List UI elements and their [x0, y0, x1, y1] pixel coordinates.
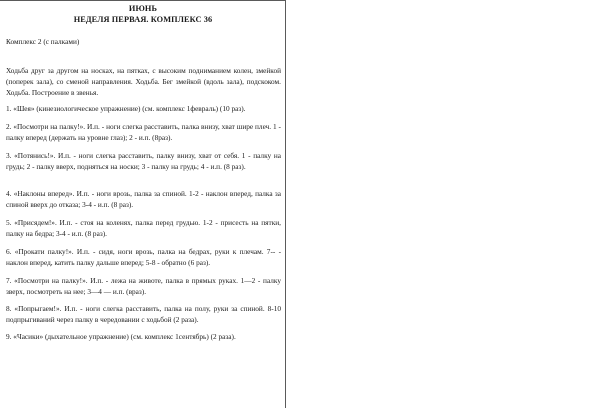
exercise-item: 9. «Часики» (дыхательное упражнение) (см. комплекс 1сентябрь) (2 раза). [6, 332, 236, 341]
exercise-item: 5. «Присядем!». И.п. - стоя на коленях, палка перед грудью. 1-2 - присесть на пятки, палку на бедра; 3-4 - и.п. (8 раз). [6, 218, 281, 238]
exercise-item: 8. «Попрыгаем!». И.п. - ноги слегка расставить, палка на полу, руки за спиной. 8-10 подпрыгиваний через палку в чередовании с ходьбой (2 раза). [6, 304, 281, 324]
exercise-item: 2. «Посмотри на палку!». И.п. - ноги слегка расставить, палка внизу, хват шире плеч. 1 - палку вперед (держать на уровне глаз); 2 - и.п. (8раз). [6, 122, 281, 142]
document-page [0, 0, 286, 408]
month-heading: ИЮНЬ [128, 4, 158, 13]
complex-label: Комплекс 2 (с палками) [6, 37, 80, 46]
exercise-item: 7. «Посмотри на палку!». И.п. - лежа на животе, палка в прямых руках. 1—2 - палку зверх, посмотреть на нее; 3—4 — и.п. (враз). [6, 276, 281, 296]
week-heading: НЕДЕЛЯ ПЕРВАЯ. КОМПЛЕКС 36 [73, 15, 213, 24]
exercise-item: 3. «Потянись!». И.п. - ноги слегка расставить, палку внизу, хват от себя. 1 - палку на грудь; 2 - палку вверх, подняться на носки; 3 - палку на грудь; 4 - и.п. (8 раз). [6, 151, 281, 171]
exercise-item: 6. «Прокати палку!». И.п. - сидя, ноги врозь, палка на бедрах, руки к плечам. 7-- - наклон вперед, катить палку дальше вперед; 5-8 - обратно (6 раз). [6, 247, 281, 267]
intro-paragraph: Ходьба друг за другом на носках, на пятках, с высоким подниманием колен, змейкой (поперек зала), со сменой направления. Ходьба. Бег змейкой (вдоль зала), подскоком. Ходьба. Построение в звенья. [6, 66, 281, 97]
exercise-item: 4. «Наклоны вперед». И.п. - ноги врозь, палка за спиной. 1-2 - наклон вперед, палка за спиной вверх до отказа; 3-4 - и.п. (8 раз). [6, 189, 281, 209]
exercise-item: 1. «Шея» (кинезиологическое упражнение) (см. комплекс 1февраль) (10 раз). [6, 104, 246, 113]
